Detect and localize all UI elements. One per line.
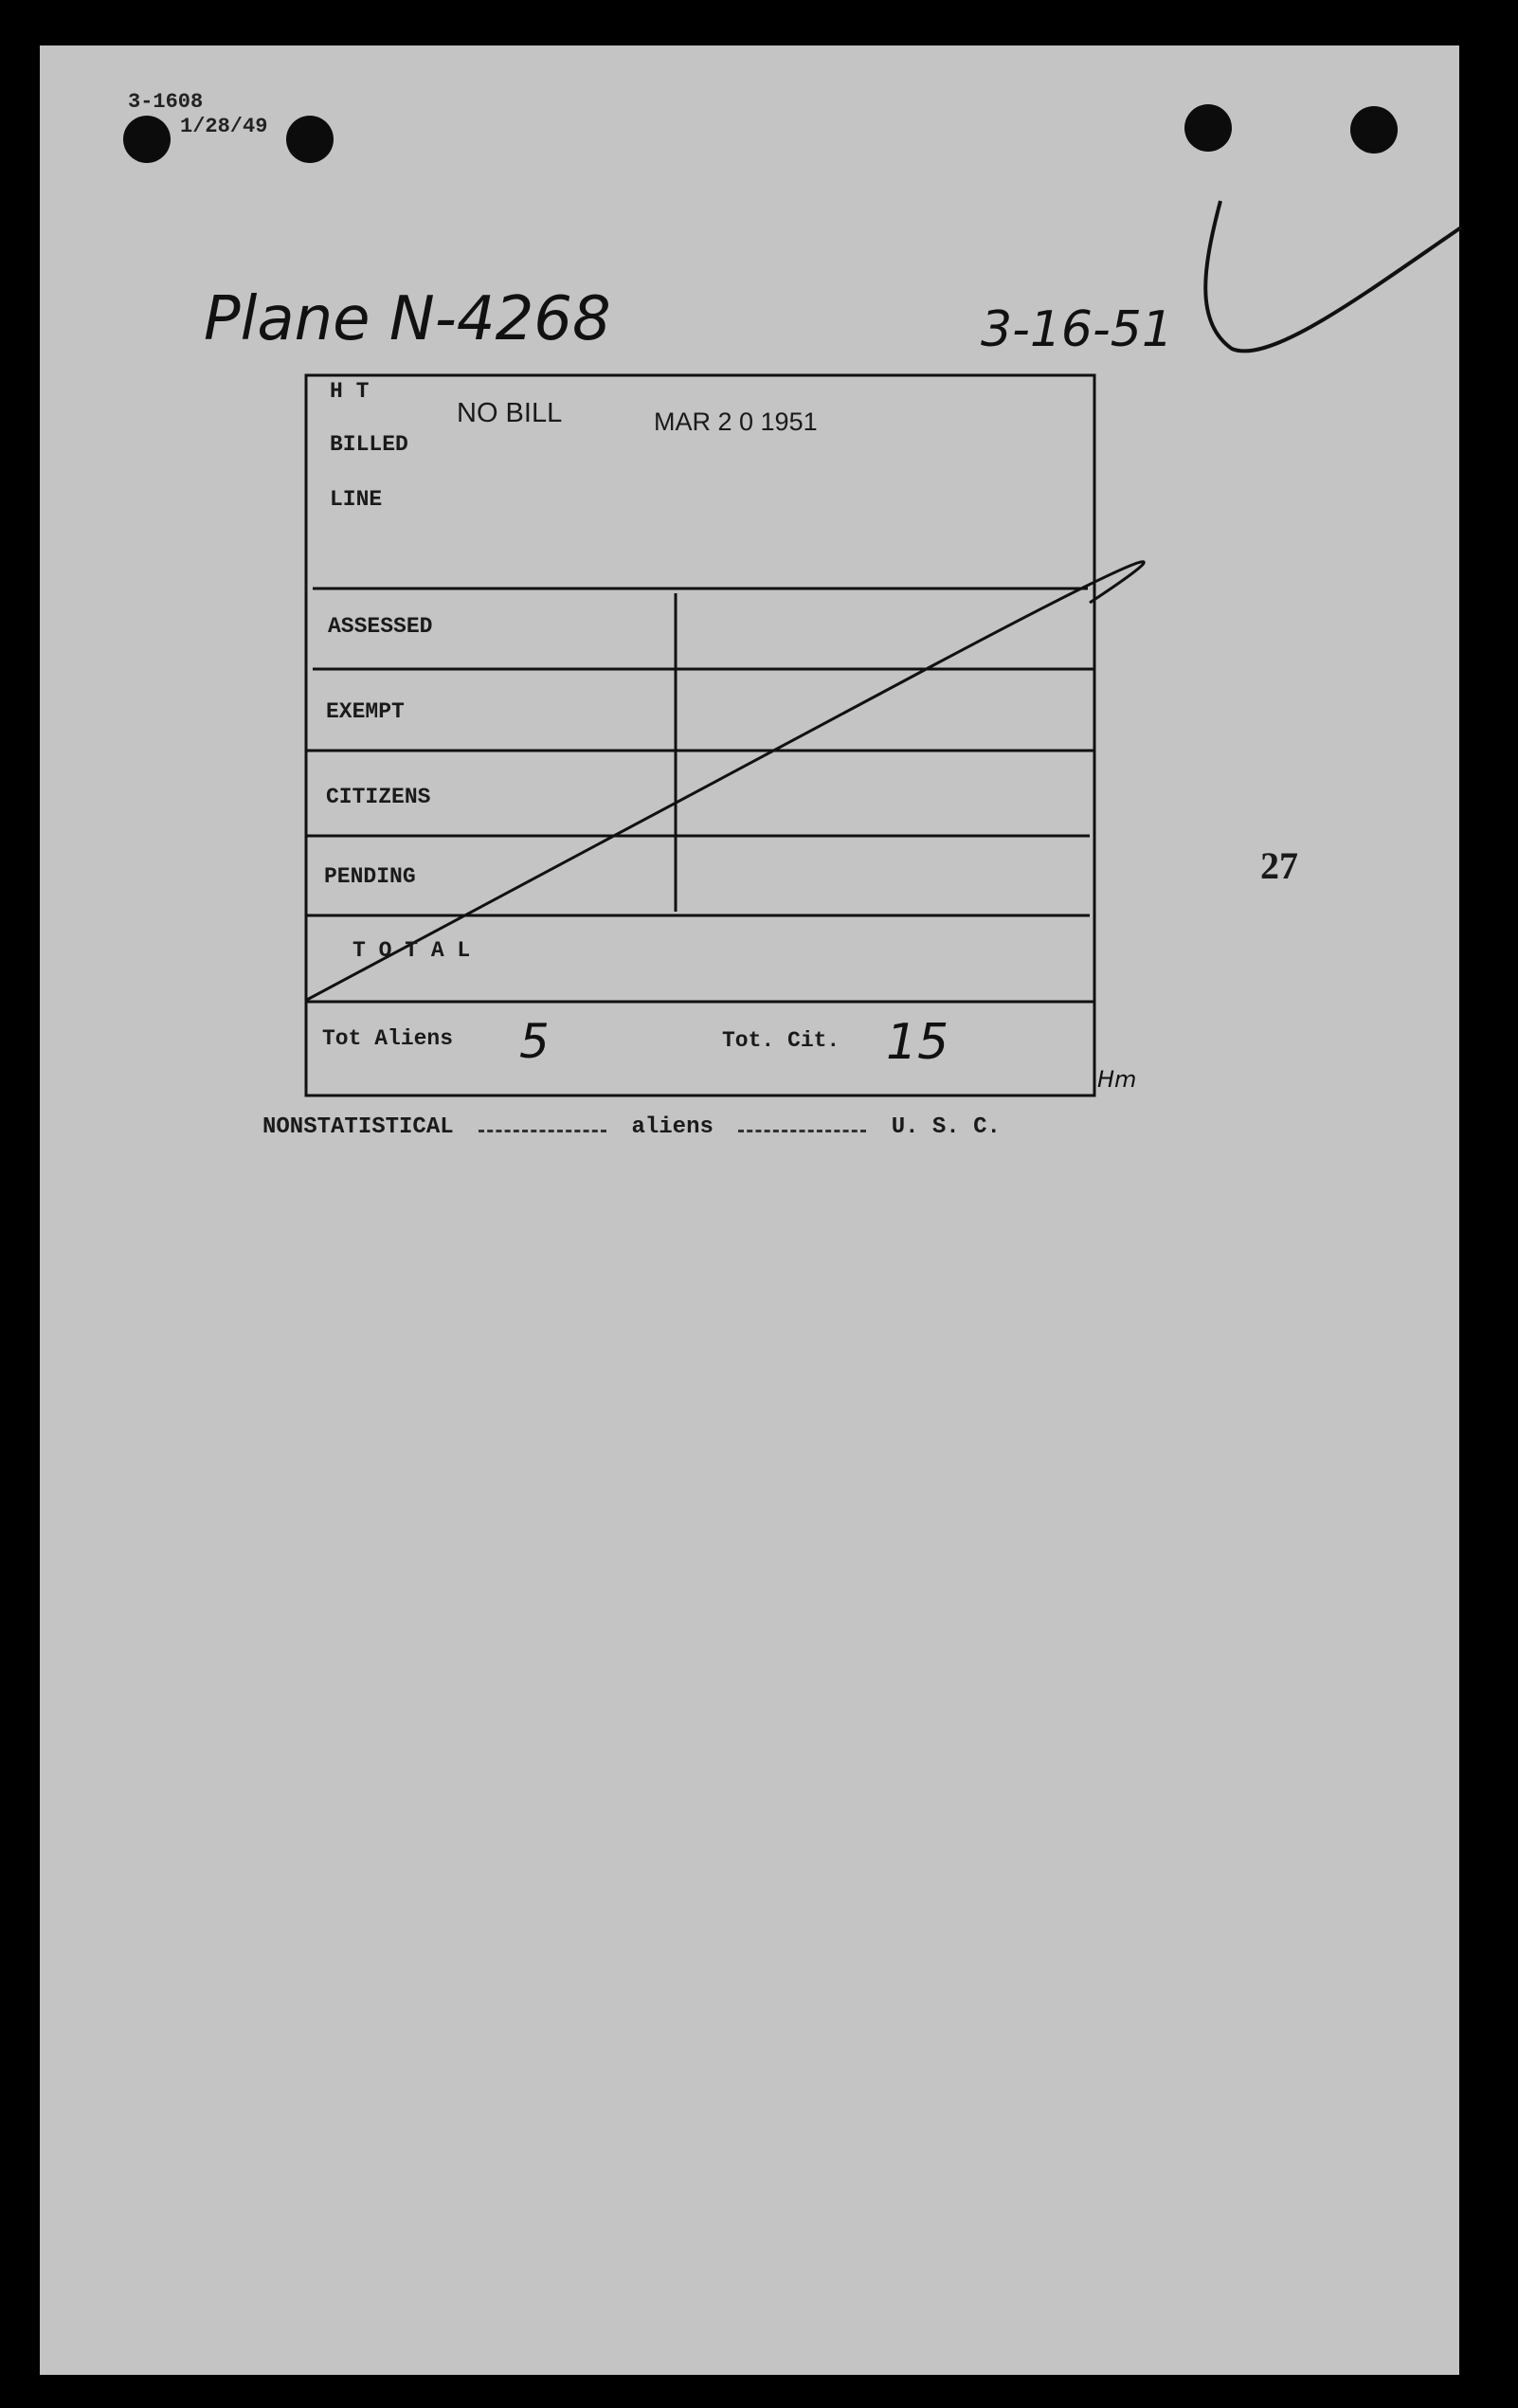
tot-aliens-value: 5 (519, 1014, 550, 1069)
form-date: 1/28/49 (180, 115, 268, 138)
label-ht: H T (330, 379, 370, 404)
nonstatistical-blank (479, 1122, 606, 1132)
label-tot-aliens: Tot Aliens (322, 1026, 454, 1051)
row-exempt: EXEMPT (326, 699, 405, 724)
check-mark (1205, 201, 1461, 351)
margin-number: 27 (1260, 844, 1298, 887)
row-pending: PENDING (324, 864, 416, 889)
handwritten-date: 3-16-51 (981, 301, 1173, 358)
stamp-no-bill: NO BILL (457, 398, 563, 428)
aliens-blank (738, 1122, 866, 1132)
label-nonstatistical: NONSTATISTICAL (262, 1114, 454, 1140)
row-citizens: CITIZENS (326, 785, 431, 809)
nonstatistical-line (262, 1114, 1012, 1140)
label-usc: U. S. C. (891, 1114, 1001, 1140)
label-line: LINE (330, 487, 383, 512)
label-aliens: aliens (631, 1114, 714, 1140)
label-billed: BILLED (330, 432, 408, 457)
label-tot-cit: Tot. Cit. (722, 1028, 840, 1053)
row-assessed: ASSESSED (328, 614, 433, 639)
handwritten-plane: Plane N-4268 (204, 284, 611, 354)
label-total: T O T A L (352, 938, 471, 963)
tot-cit-value: 15 (886, 1014, 949, 1071)
form-border (306, 375, 1094, 1095)
initials: Hm (1097, 1066, 1137, 1093)
stamp-date: MAR 2 0 1951 (654, 407, 818, 436)
form-number: 3-1608 (128, 90, 204, 114)
